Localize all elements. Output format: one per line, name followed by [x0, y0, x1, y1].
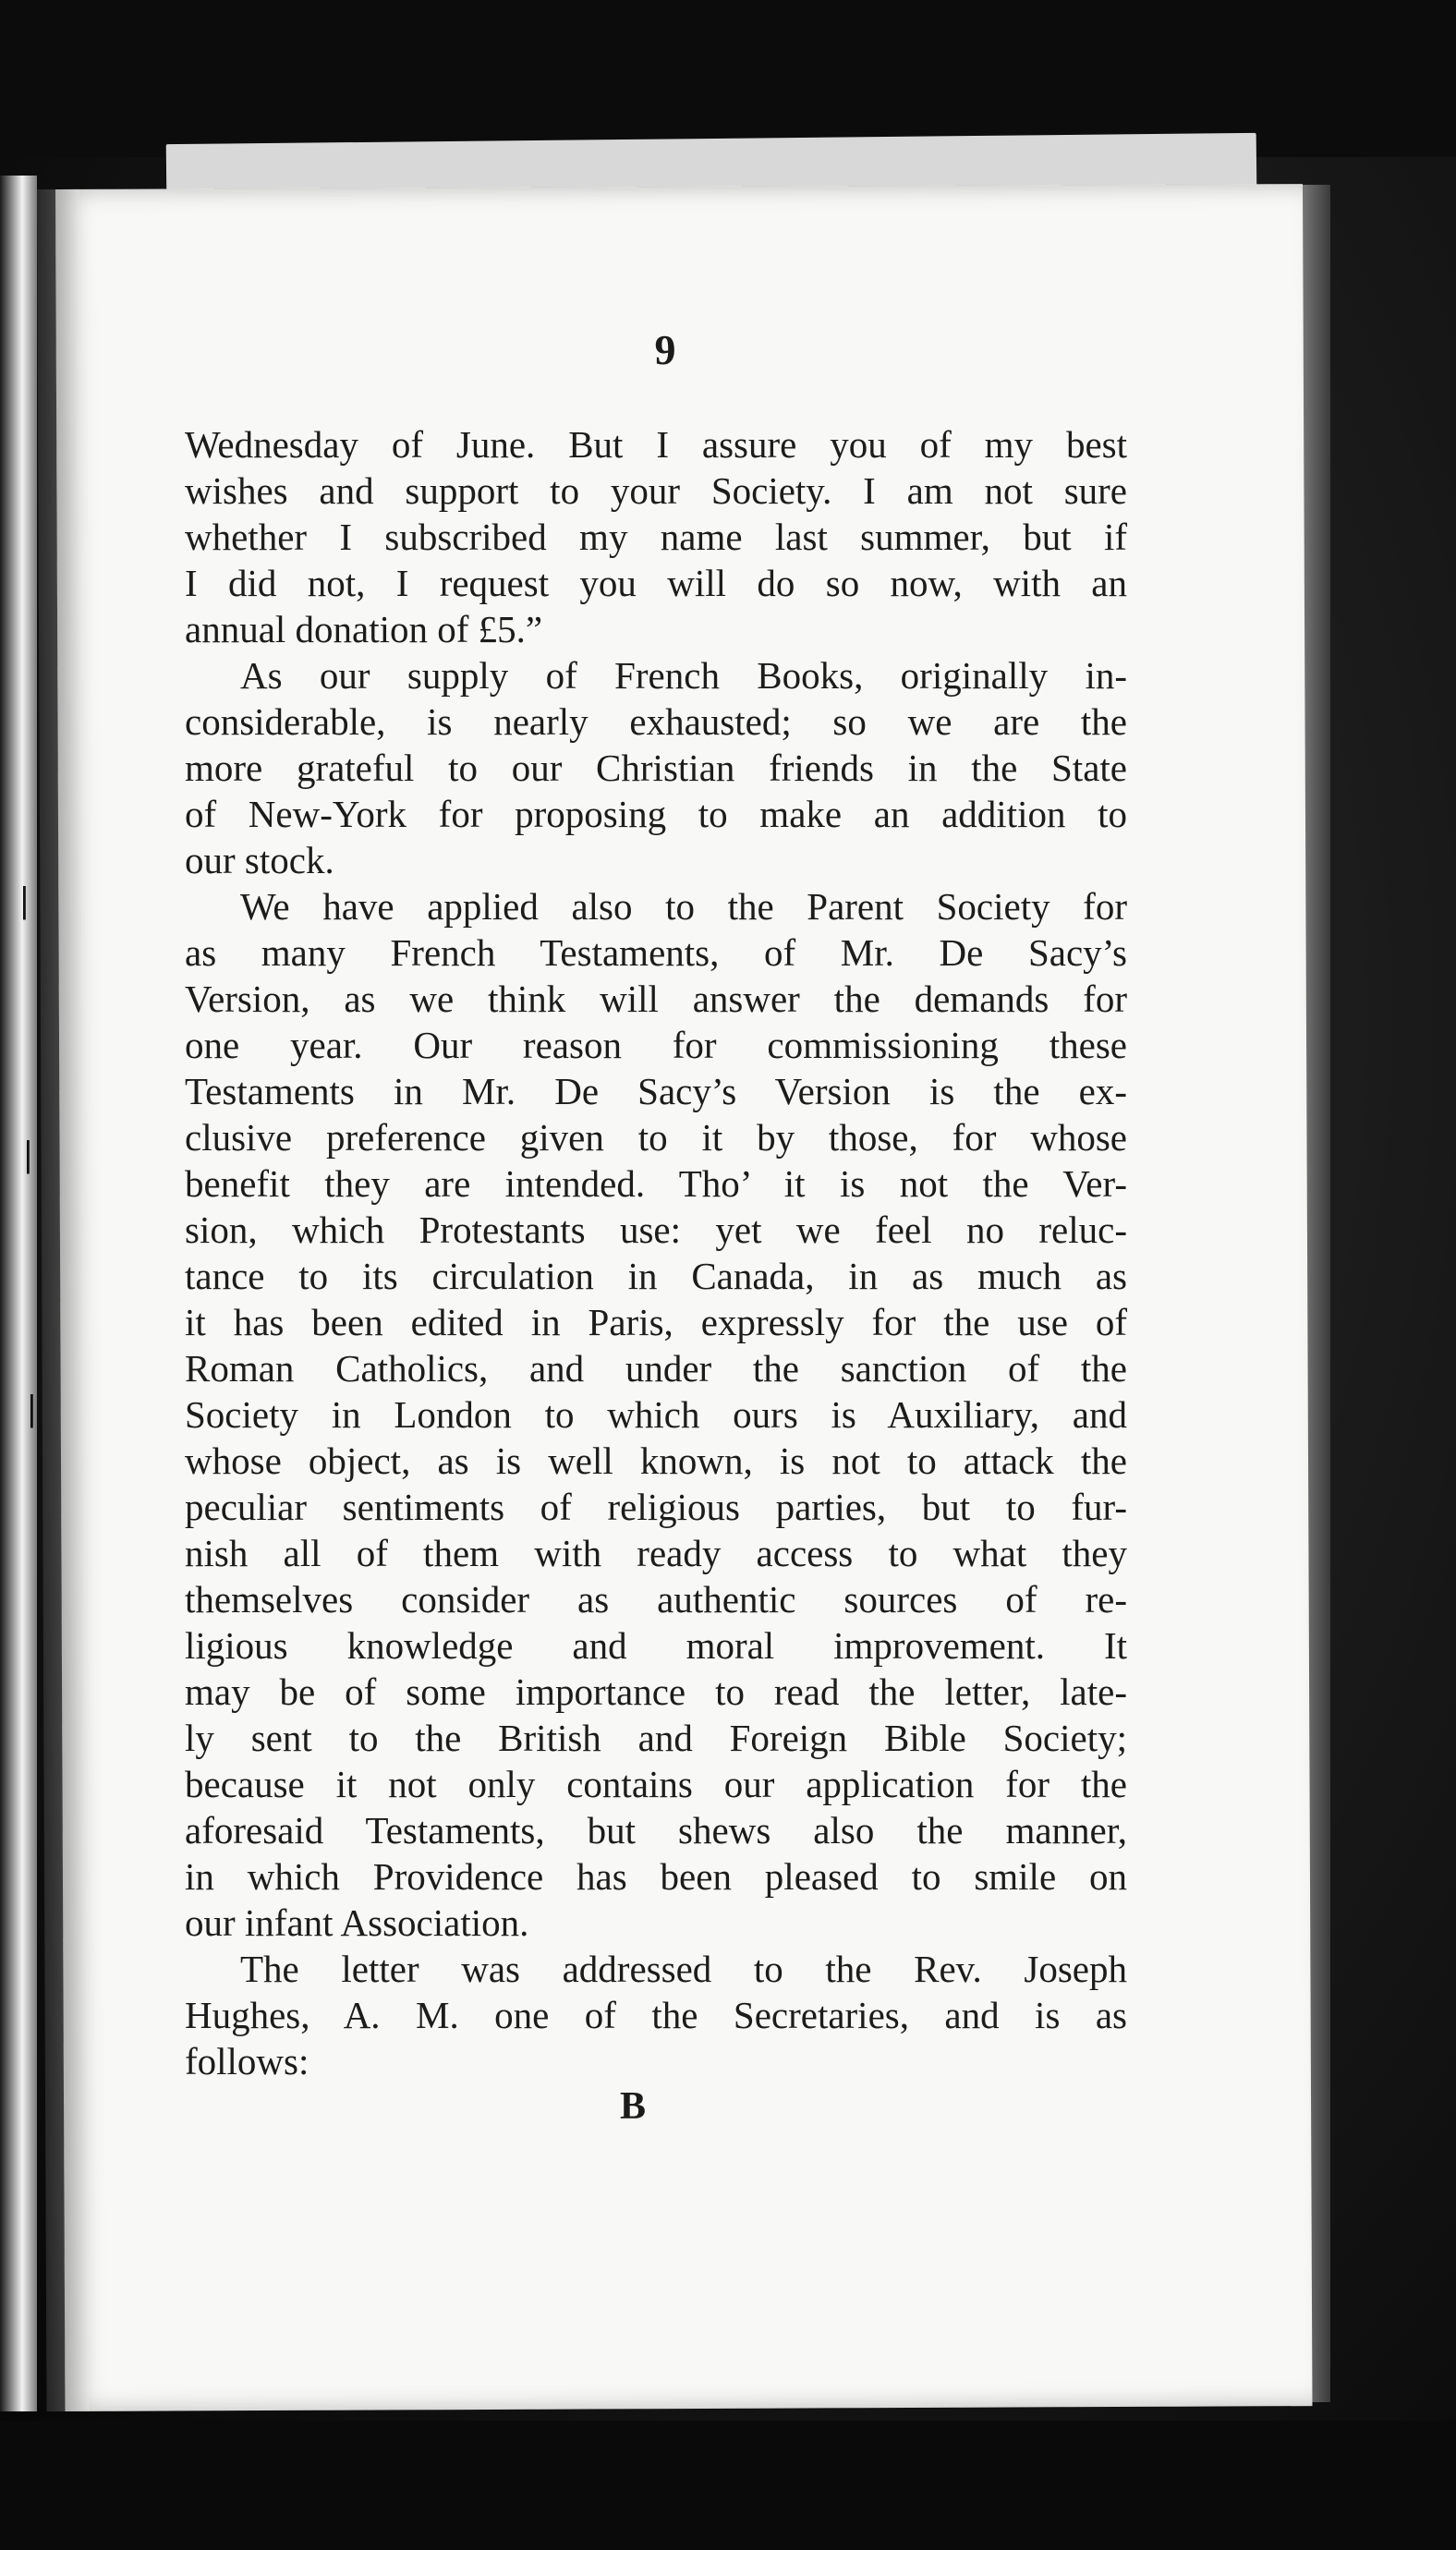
text-line: Society in London to which ours is Auxiliary, and — [185, 1393, 1127, 1436]
text-line: considerable, is nearly exhausted; so we are the — [185, 700, 1127, 743]
text-line: whose object, as is well known, is not to attack the — [185, 1439, 1127, 1482]
text-line: it has been edited in Paris, expressly for the use of — [185, 1301, 1127, 1343]
text-line: follows: — [185, 2040, 309, 2082]
signature-mark: B — [619, 2085, 646, 2128]
text-line: in which Providence has been pleased to smile on — [185, 1855, 1127, 1898]
body-text — [185, 421, 1127, 2084]
text-line: because it not only contains our application for the — [185, 1763, 1127, 1805]
text-line: Testaments in Mr. De Sacy’s Version is the ex- — [185, 1070, 1127, 1112]
text-line: may be of some importance to read the letter, late- — [185, 1670, 1127, 1713]
text-line: one year. Our reason for commissioning these — [185, 1024, 1127, 1066]
margin-ink-mark: | — [20, 879, 29, 920]
page-number: 9 — [654, 326, 676, 373]
paragraph — [185, 883, 1127, 1946]
text-line: our stock. — [185, 839, 334, 881]
text-line: I did not, I request you will do so now, with an — [185, 562, 1127, 604]
text-line: whether I subscribed my name last summer, but if — [185, 516, 1127, 558]
text-line: Wednesday of June. But I assure you of my best — [185, 423, 1127, 466]
text-line: We have applied also to the Parent Society for — [240, 885, 1127, 928]
text-line: Hughes, A. M. one of the Secretaries, and is as — [185, 1994, 1127, 2036]
text-line: clusive preference given to it by those, for whose — [185, 1116, 1127, 1159]
book-binding — [0, 176, 37, 2411]
text-line: Version, as we think will answer the demands for — [185, 978, 1127, 1020]
margin-ink-mark: | — [28, 1387, 36, 1428]
text-line: wishes and support to your Society. I am not sure — [185, 469, 1127, 512]
paragraph — [185, 1946, 1127, 2084]
text-line: Roman Catholics, and under the sanction of the — [185, 1347, 1127, 1390]
text-line: of New-York for proposing to make an addition to — [185, 793, 1127, 835]
text-line: more grateful to our Christian friends in the State — [185, 747, 1127, 789]
text-line: benefit they are intended. Tho’ it is not the Ver- — [185, 1162, 1127, 1205]
text-line: ly sent to the British and Foreign Bible Society; — [185, 1717, 1127, 1759]
scanner-bottom-edge — [0, 2421, 1456, 2550]
paragraph — [185, 421, 1127, 652]
paragraph — [185, 652, 1127, 883]
text-line: ligious knowledge and moral improvement. It — [185, 1624, 1127, 1667]
gutter-shadow — [37, 189, 89, 2411]
text-line: tance to its circulation in Canada, in as much as — [185, 1255, 1127, 1297]
text-line: As our supply of French Books, originally in- — [240, 654, 1127, 697]
margin-ink-mark: | — [24, 1133, 32, 1174]
text-line: sion, which Protestants use: yet we feel no reluc- — [185, 1208, 1127, 1251]
text-line: as many French Testaments, of Mr. De Sacy’s — [185, 931, 1127, 974]
text-line: our infant Association. — [185, 1901, 529, 1944]
text-line: The letter was addressed to the Rev. Joseph — [240, 1948, 1127, 1990]
text-line: peculiar sentiments of religious parties, but to fur- — [185, 1486, 1127, 1528]
text-line: nish all of them with ready access to what they — [185, 1532, 1127, 1574]
text-line: themselves consider as authentic sources of re- — [185, 1578, 1127, 1621]
text-line: aforesaid Testaments, but shews also the manner, — [185, 1809, 1127, 1852]
text-line: annual donation of £5.” — [185, 608, 543, 650]
